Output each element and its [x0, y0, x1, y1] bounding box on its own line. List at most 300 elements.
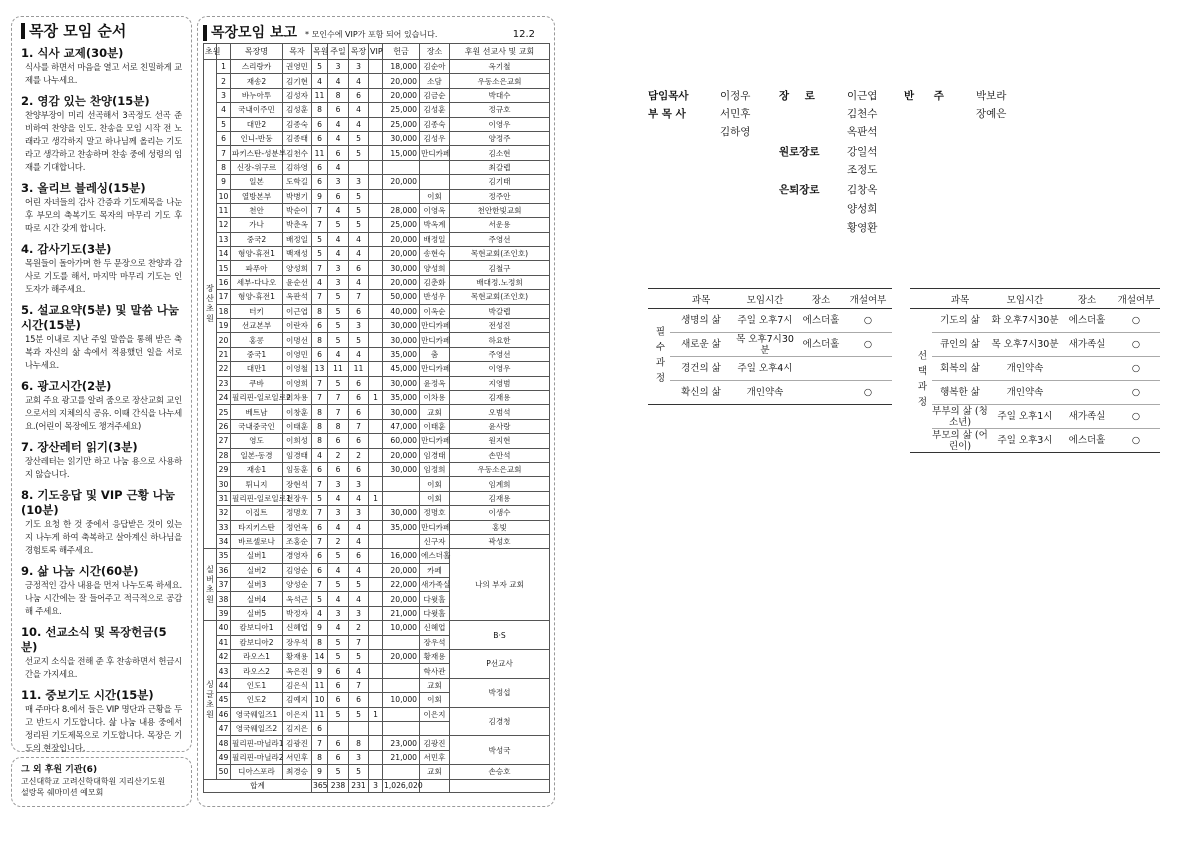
report-total-row: [204, 779, 550, 792]
report-name-cell: 열방본부: [231, 189, 283, 203]
order-item-title: 5. 설교요약(5분) 및 말씀 나눔 시간(15분): [21, 303, 179, 332]
report-no-cell: 5: [217, 117, 231, 131]
report-no-cell: 33: [217, 520, 231, 534]
report-no-cell: 19: [217, 319, 231, 333]
report-leader-cell: 권영민: [283, 60, 312, 74]
course-row: [910, 333, 1160, 357]
report-leader-cell: 도학길: [283, 175, 312, 189]
report-leader-cell: 김성자: [283, 88, 312, 102]
report-members-cell: 6: [312, 175, 328, 189]
report-sunday-cell: 6: [328, 103, 349, 117]
course-open-cell: [844, 357, 892, 381]
report-mission-cell: 박성국: [450, 736, 550, 765]
report-name-cell: 인니-반둥: [231, 131, 283, 145]
report-sunday-cell: 4: [328, 117, 349, 131]
report-sunday-cell: 5: [328, 333, 349, 347]
report-name-cell: 바누아투: [231, 88, 283, 102]
report-name-cell: 인도1: [231, 678, 283, 692]
report-sunday-cell: 7: [328, 405, 349, 419]
course-header-cell: 과목: [932, 289, 988, 309]
report-vip-cell: [369, 131, 383, 145]
report-mokjang-cell: 4: [349, 275, 369, 289]
report-members-cell: 6: [312, 462, 328, 476]
report-header-cell: 주일: [328, 44, 349, 60]
report-leader-cell: 양성희: [283, 261, 312, 275]
report-members-cell: 7: [312, 578, 328, 592]
report-sunday-cell: 11: [328, 362, 349, 376]
report-mokjang-cell: 3: [349, 319, 369, 333]
report-leader-cell: 양성순: [283, 578, 312, 592]
report-place-cell: 교회: [420, 678, 450, 692]
course-place-cell: [798, 357, 844, 381]
course-header-cell: 장소: [1062, 289, 1112, 309]
report-members-cell: 6: [312, 117, 328, 131]
order-item: [21, 440, 182, 481]
report-offering-cell: 20,000: [383, 232, 420, 246]
report-members-cell: 4: [312, 275, 328, 289]
report-name-cell: 형양-휴전1: [231, 290, 283, 304]
report-no-cell: 42: [217, 650, 231, 664]
order-item: [21, 242, 182, 296]
course-open-cell: ○: [844, 309, 892, 333]
course-row: [910, 429, 1160, 453]
report-offering-cell: 50,000: [383, 290, 420, 304]
report-members-cell: 8: [312, 304, 328, 318]
report-header-cell: VIP: [369, 44, 383, 60]
report-no-cell: 3: [217, 88, 231, 102]
report-header-cell: 장소: [420, 44, 450, 60]
report-name-cell: 바르셀로나: [231, 534, 283, 548]
report-offering-cell: 20,000: [383, 448, 420, 462]
report-mokjang-cell: 2: [349, 621, 369, 635]
report-no-cell: 7: [217, 146, 231, 160]
report-mokjang-cell: 5: [349, 333, 369, 347]
order-item-desc: 매 주마다 8.에서 들은 VIP 명단과 근황을 두고 반드시 기도합니다. 삶 나눔 내용 중에서 정리된 기도제목으로 기도합니다. 목장은 기도의 현장입니다.: [25, 704, 182, 753]
report-no-cell: 47: [217, 721, 231, 735]
course-header-cell: 과목: [670, 289, 732, 309]
report-mokjang-cell: 4: [349, 247, 369, 261]
report-no-cell: 10: [217, 189, 231, 203]
report-vip-cell: [369, 74, 383, 88]
report-vip-cell: [369, 462, 383, 476]
report-name-cell: 선교본부: [231, 319, 283, 333]
report-name-cell: 영국웨일즈2: [231, 721, 283, 735]
report-mission-cell: 손만석: [450, 448, 550, 462]
report-offering-cell: 35,000: [383, 390, 420, 404]
report-members-cell: 8: [312, 434, 328, 448]
report-row: [204, 650, 550, 664]
course-row: [648, 333, 892, 357]
accompanist-name: 장예은: [976, 108, 1007, 120]
order-item: [21, 625, 182, 681]
report-no-cell: 11: [217, 203, 231, 217]
course-time-cell: 주일 오후1시: [988, 405, 1062, 429]
report-members-cell: 7: [312, 736, 328, 750]
report-mokjang-cell: 6: [349, 88, 369, 102]
report-header-cell: 목장명: [231, 44, 283, 60]
report-leader-cell: 이은지: [283, 707, 312, 721]
report-sunday-cell: 5: [328, 218, 349, 232]
report-offering-cell: [383, 707, 420, 721]
retired-elder-name: 김창옥: [847, 184, 878, 196]
course-group-cell: 필수과정: [648, 309, 670, 405]
report-place-cell: 임정희: [420, 462, 450, 476]
report-members-cell: 11: [312, 678, 328, 692]
report-row: [204, 376, 550, 390]
retired-elder-name: 황영환: [847, 222, 878, 234]
report-place-cell: [420, 721, 450, 735]
course-header-cell: 모임시간: [732, 289, 798, 309]
meeting-order-panel: [11, 16, 192, 752]
course-time-cell: 주일 오후3시: [988, 429, 1062, 453]
report-mission-cell: 목현교회(조인호): [450, 247, 550, 261]
report-mokjang-cell: 2: [349, 448, 369, 462]
report-name-cell: 재송1: [231, 462, 283, 476]
report-group-cell: 실버초원: [204, 549, 217, 621]
report-vip-cell: [369, 477, 383, 491]
report-row: [204, 707, 550, 721]
report-no-cell: 41: [217, 635, 231, 649]
report-members-cell: 6: [312, 549, 328, 563]
course-row: [910, 381, 1160, 405]
report-mokjang-cell: 11: [349, 362, 369, 376]
report-mokjang-cell: 5: [349, 218, 369, 232]
report-mokjang-cell: 3: [349, 506, 369, 520]
order-item: [21, 564, 182, 618]
report-vip-cell: [369, 448, 383, 462]
report-row: [204, 218, 550, 232]
report-no-cell: 28: [217, 448, 231, 462]
report-mission-cell: 지영범: [450, 376, 550, 390]
order-item-desc: 장산레터는 읽기만 하고 나눔 용으로 사용하지 않습니다.: [25, 456, 182, 479]
report-members-cell: 4: [312, 448, 328, 462]
report-mokjang-cell: 4: [349, 520, 369, 534]
report-vip-cell: [369, 203, 383, 217]
report-name-cell: 대만2: [231, 117, 283, 131]
report-place-cell: 다윗홀: [420, 606, 450, 620]
report-no-cell: 43: [217, 664, 231, 678]
order-item: [21, 688, 182, 755]
report-mokjang-cell: 4: [349, 491, 369, 505]
report-mokjang-cell: 5: [349, 707, 369, 721]
report-leader-cell: 김천수: [283, 146, 312, 160]
report-name-cell: 일본: [231, 175, 283, 189]
report-sunday-cell: 4: [328, 131, 349, 145]
report-vip-cell: [369, 275, 383, 289]
report-total-sunday: 238: [328, 779, 349, 792]
report-offering-cell: 20,000: [383, 563, 420, 577]
report-members-cell: 7: [312, 390, 328, 404]
report-place-cell: 양성희: [420, 261, 450, 275]
report-leader-cell: 김종태: [283, 131, 312, 145]
report-mokjang-cell: 4: [349, 74, 369, 88]
report-place-cell: 만디카페: [420, 146, 450, 160]
report-leader-cell: 이란자: [283, 319, 312, 333]
report-mission-cell: 이생수: [450, 506, 550, 520]
report-mokjang-cell: 6: [349, 405, 369, 419]
report-name-cell: 파키스탄-성분부: [231, 146, 283, 160]
report-name-cell: 영도: [231, 434, 283, 448]
report-sunday-cell: 4: [328, 347, 349, 361]
report-row: [204, 160, 550, 174]
report-leader-cell: 경영자: [283, 549, 312, 563]
report-offering-cell: 30,000: [383, 405, 420, 419]
report-vip-cell: [369, 549, 383, 563]
report-mission-cell: B·S: [450, 621, 550, 650]
order-item-desc: 15분 이내로 지난 주일 말씀을 통해 받은 축복과 자신의 삶 속에서 적용했던 일을 서로 나누세요.: [25, 334, 182, 370]
report-leader-cell: 전장우: [283, 491, 312, 505]
report-no-cell: 35: [217, 549, 231, 563]
report-row: [204, 534, 550, 548]
report-place-cell: 교회: [420, 765, 450, 779]
meeting-order-list: [21, 46, 182, 755]
report-place-cell: 김광진: [420, 736, 450, 750]
report-name-cell: 국내이주민: [231, 103, 283, 117]
report-name-cell: 홍콩: [231, 333, 283, 347]
report-no-cell: 48: [217, 736, 231, 750]
report-no-cell: 45: [217, 693, 231, 707]
course-header-cell: [648, 289, 670, 309]
report-no-cell: 29: [217, 462, 231, 476]
report-leader-cell: 옥판석: [283, 290, 312, 304]
report-no-cell: 12: [217, 218, 231, 232]
report-group-cell: 장산초원: [204, 60, 217, 549]
report-vip-cell: [369, 434, 383, 448]
report-place-cell: 교회: [420, 405, 450, 419]
report-place-cell: 김춘화: [420, 275, 450, 289]
report-place-cell: 이회: [420, 477, 450, 491]
report-place-cell: 정명호: [420, 506, 450, 520]
report-leader-cell: 정명호: [283, 506, 312, 520]
course-subject-cell: 생명의 삶: [670, 309, 732, 333]
report-row: [204, 477, 550, 491]
report-header-cell: 후원 선교사 및 교회: [450, 44, 550, 60]
order-item: [21, 379, 182, 433]
report-sunday-cell: 6: [328, 750, 349, 764]
report-vip-cell: [369, 506, 383, 520]
report-place-cell: 반성우: [420, 290, 450, 304]
elder-name: 이근엽: [847, 90, 878, 102]
report-row: [204, 448, 550, 462]
report-name-cell: 실버2: [231, 563, 283, 577]
report-name-cell: 캄보디아2: [231, 635, 283, 649]
report-offering-cell: 20,000: [383, 247, 420, 261]
course-row: [648, 381, 892, 405]
report-members-cell: 4: [312, 74, 328, 88]
report-place-cell: 만디카페: [420, 434, 450, 448]
report-offering-cell: 30,000: [383, 506, 420, 520]
report-sunday-cell: 5: [328, 376, 349, 390]
report-no-cell: 21: [217, 347, 231, 361]
report-vip-cell: [369, 678, 383, 692]
report-leader-cell: 김종숙: [283, 117, 312, 131]
report-row: [204, 175, 550, 189]
report-place-cell: 만디카페: [420, 333, 450, 347]
senior-elder-label: 원로장로: [779, 146, 820, 158]
report-sunday-cell: 5: [328, 650, 349, 664]
report-sunday-cell: 6: [328, 664, 349, 678]
report-no-cell: 4: [217, 103, 231, 117]
report-sunday-cell: 3: [328, 275, 349, 289]
report-vip-cell: [369, 520, 383, 534]
report-total-mission: [450, 779, 550, 792]
report-leader-cell: 김광진: [283, 736, 312, 750]
report-sunday-cell: 8: [328, 88, 349, 102]
report-vip-cell: [369, 218, 383, 232]
report-place-cell: 김순아: [420, 60, 450, 74]
report-vip-cell: [369, 247, 383, 261]
senior-elder-name: 조정도: [847, 164, 878, 176]
course-subject-cell: 행복한 삶: [932, 381, 988, 405]
report-place-cell: 에스더홀: [420, 549, 450, 563]
report-name-cell: 천안: [231, 203, 283, 217]
report-row: [204, 146, 550, 160]
course-open-cell: ○: [1112, 333, 1160, 357]
course-place-cell: 에스더홀: [798, 309, 844, 333]
report-mokjang-cell: 8: [349, 736, 369, 750]
report-vip-cell: [369, 304, 383, 318]
report-name-cell: 필리핀-마닐라2: [231, 750, 283, 764]
report-leader-cell: 최경승: [283, 765, 312, 779]
report-panel: [197, 16, 555, 807]
report-sunday-cell: 3: [328, 175, 349, 189]
report-row: [204, 261, 550, 275]
course-place-cell: 에스더홀: [798, 333, 844, 357]
report-name-cell: 실버1: [231, 549, 283, 563]
report-sunday-cell: 6: [328, 146, 349, 160]
report-place-cell: 장우석: [420, 635, 450, 649]
report-name-cell: 가나: [231, 218, 283, 232]
report-place-cell: 송현숙: [420, 247, 450, 261]
course-subject-cell: 확신의 삶: [670, 381, 732, 405]
report-offering-cell: 30,000: [383, 131, 420, 145]
report-vip-cell: [369, 664, 383, 678]
report-mokjang-cell: 4: [349, 664, 369, 678]
assoc-pastor-name: 김하영: [720, 126, 751, 138]
report-leader-cell: 조홍순: [283, 534, 312, 548]
report-mokjang-cell: 6: [349, 376, 369, 390]
report-header-cell: 목원: [312, 44, 328, 60]
course-open-cell: ○: [844, 333, 892, 357]
report-leader-cell: 박순이: [283, 203, 312, 217]
report-row: [204, 434, 550, 448]
report-place-cell: 황재용: [420, 650, 450, 664]
report-offering-cell: 28,000: [383, 203, 420, 217]
report-place-cell: 이차용: [420, 390, 450, 404]
report-name-cell: 디아스포라: [231, 765, 283, 779]
report-leader-cell: 옥은진: [283, 664, 312, 678]
report-sunday-cell: 8: [328, 419, 349, 433]
sponsor-panel: [11, 757, 192, 807]
report-offering-cell: 35,000: [383, 520, 420, 534]
report-no-cell: 31: [217, 491, 231, 505]
report-name-cell: 터키: [231, 304, 283, 318]
report-mission-cell: 천안한빛교회: [450, 203, 550, 217]
report-no-cell: 49: [217, 750, 231, 764]
course-row: [648, 357, 892, 381]
report-mokjang-cell: 3: [349, 606, 369, 620]
report-no-cell: 26: [217, 419, 231, 433]
report-leader-cell: 박춘옥: [283, 218, 312, 232]
report-mission-cell: 하요한: [450, 333, 550, 347]
report-name-cell: 타지키스탄: [231, 520, 283, 534]
course-subject-cell: 부모의 삶 (어린이): [932, 429, 988, 452]
report-mission-cell: 홍빛: [450, 520, 550, 534]
report-mission-cell: 오범석: [450, 405, 550, 419]
report-mokjang-cell: 5: [349, 131, 369, 145]
report-mokjang-cell: 6: [349, 304, 369, 318]
report-sunday-cell: 5: [328, 304, 349, 318]
report-leader-cell: 이영철: [283, 362, 312, 376]
course-open-cell: ○: [1112, 381, 1160, 405]
report-place-cell: 만디카페: [420, 520, 450, 534]
report-mission-cell: 김재용: [450, 390, 550, 404]
course-place-cell: 새가족실: [1062, 333, 1112, 357]
report-members-cell: 7: [312, 261, 328, 275]
report-mokjang-cell: 7: [349, 678, 369, 692]
report-vip-cell: [369, 635, 383, 649]
report-row: [204, 491, 550, 505]
report-members-cell: 7: [312, 203, 328, 217]
order-item-desc: 기도 요청 한 것 중에서 응답받은 것이 있는지 나누게 하여 축복하고 살아계신 하나님을 경험토록 해주세요.: [25, 519, 182, 555]
course-place-cell: [1062, 381, 1112, 405]
report-offering-cell: 20,000: [383, 88, 420, 102]
report-offering-cell: 21,000: [383, 606, 420, 620]
report-name-cell: 이집트: [231, 506, 283, 520]
order-item-desc: 선교지 소식을 전해 준 후 찬송하면서 헌금시간을 가지세요.: [25, 656, 182, 679]
course-time-cell: 목 오후7시30분: [988, 333, 1062, 357]
report-row: [204, 247, 550, 261]
report-no-cell: 13: [217, 232, 231, 246]
report-place-cell: 춤: [420, 347, 450, 361]
report-offering-cell: [383, 189, 420, 203]
report-no-cell: 23: [217, 376, 231, 390]
course-header-cell: 모임시간: [988, 289, 1062, 309]
report-members-cell: 6: [312, 347, 328, 361]
report-sunday-cell: 3: [328, 606, 349, 620]
report-no-cell: 40: [217, 621, 231, 635]
report-members-cell: 9: [312, 664, 328, 678]
report-members-cell: 7: [312, 506, 328, 520]
report-place-cell: 이은지: [420, 707, 450, 721]
report-total-mokjang: 231: [349, 779, 369, 792]
report-row: [204, 74, 550, 88]
report-name-cell: 스리랑카: [231, 60, 283, 74]
report-members-cell: 7: [312, 218, 328, 232]
report-table: [203, 43, 550, 793]
report-vip-cell: [369, 88, 383, 102]
report-sunday-cell: 4: [328, 621, 349, 635]
report-leader-cell: 옥석근: [283, 592, 312, 606]
report-sunday-cell: [328, 721, 349, 735]
report-mission-cell: 정규호: [450, 103, 550, 117]
report-name-cell: 일본-동경: [231, 448, 283, 462]
report-place-cell: 이회: [420, 189, 450, 203]
report-name-cell: 필리핀-일로일로2: [231, 390, 283, 404]
report-offering-cell: [383, 534, 420, 548]
report-mission-cell: 김재용: [450, 491, 550, 505]
report-leader-cell: 이영민: [283, 347, 312, 361]
order-item-title: 6. 광고시간(2분): [21, 379, 112, 393]
report-row: [204, 131, 550, 145]
report-name-cell: 라오스1: [231, 650, 283, 664]
report-offering-cell: [383, 477, 420, 491]
report-vip-cell: 1: [369, 390, 383, 404]
report-row: [204, 736, 550, 750]
report-mission-cell: 우동소은교회: [450, 462, 550, 476]
report-name-cell: 세부-다나오: [231, 275, 283, 289]
course-row: [910, 309, 1160, 333]
